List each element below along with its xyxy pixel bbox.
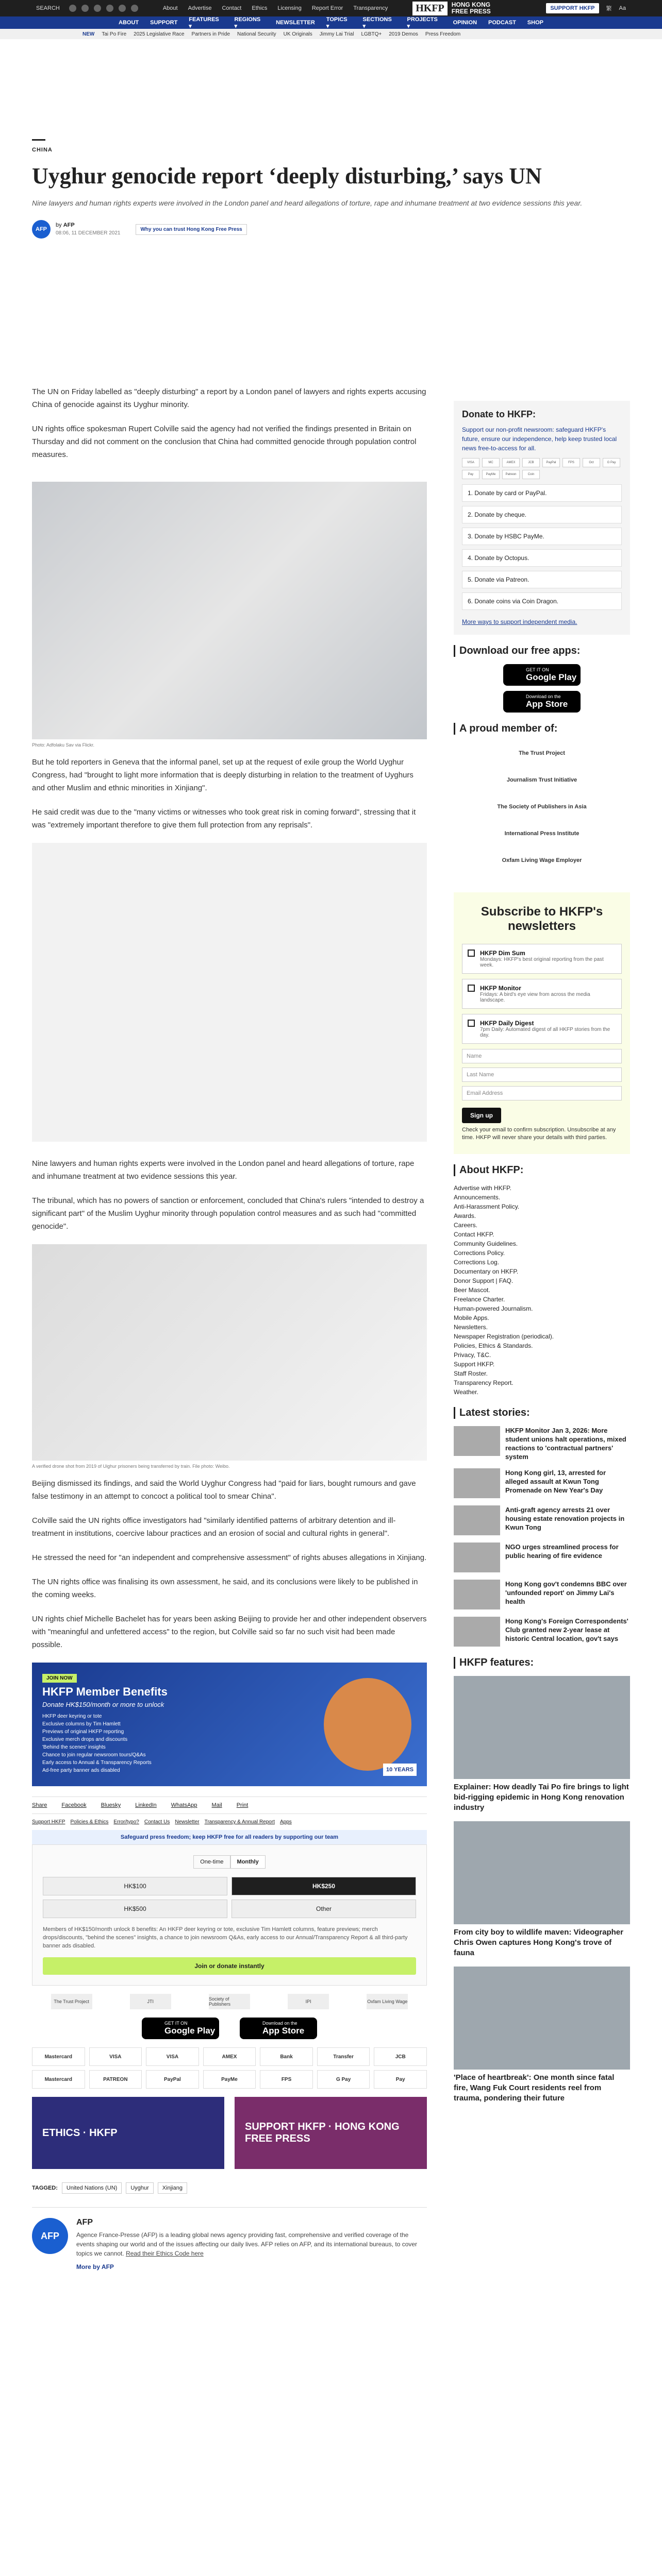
member-badges <box>32 1994 427 2009</box>
article-title: Uyghur genocide report ‘deeply disturbing,’ says UN <box>32 163 542 189</box>
amount-option[interactable]: HK$500 <box>43 1900 227 1918</box>
paragraph: Nine lawyers and human rights experts were involved in the London panel and heard allegations of torture, rape and inhumane treatment at two evidence sessions this year. <box>32 1159 415 1181</box>
payment-icon: Pay <box>462 470 479 479</box>
trending-link[interactable]: UK Originals <box>283 31 312 37</box>
author-name[interactable]: AFP <box>63 222 75 228</box>
payment-icon: PayPal <box>146 2070 199 2089</box>
benefit-item: Ad-free party banner ads disabled <box>42 1768 120 1773</box>
donate-option[interactable]: 4. Donate by Octopus. <box>462 549 622 567</box>
member-badge[interactable]: Society of Publishers <box>209 1994 250 2009</box>
top-link[interactable]: Report Error <box>311 5 343 11</box>
payment-icon: Oct <box>583 458 600 467</box>
about-link[interactable]: Policies, Ethics & Standards. <box>454 1342 533 1349</box>
article-photo-1 <box>32 482 427 739</box>
newsletter-option[interactable] <box>462 979 622 1009</box>
member-logo[interactable]: The Trust Project <box>519 750 565 756</box>
by-prefix: by <box>56 222 62 228</box>
checkbox-icon[interactable] <box>468 1020 475 1027</box>
amount-option[interactable]: HK$250 <box>231 1877 416 1895</box>
feature-title[interactable]: From city boy to wildlife maven: Videographer Chris Owen captures Hong Kong's trove of fauna <box>454 1928 623 1957</box>
payment-icon: Patreon <box>502 470 520 479</box>
newsletter-name: HKFP Monitor <box>480 985 521 992</box>
payment-icon: PayMe <box>482 470 500 479</box>
article-subtitle: Nine lawyers and human rights experts were involved in the London panel and heard allegations of torture, rape and inhumane treatment at two evidence sessions this year. <box>32 199 583 207</box>
member-badge[interactable]: The Trust Project <box>51 1994 92 2009</box>
member-badge[interactable]: IPI <box>288 1994 329 2009</box>
paragraph: The UN rights office was finalising its own assessment, he said, and its conclusions were likely to be published in the coming weeks. <box>32 1578 418 1599</box>
signup-button[interactable]: Sign up <box>462 1108 501 1123</box>
payment-icon: Bank <box>260 2047 313 2066</box>
latest-story[interactable] <box>454 1617 630 1647</box>
story-title[interactable]: HKFP Monitor Jan 3, 2026: More student unions halt operations, mixed reactions to 'contractual partners' system <box>505 1427 626 1461</box>
payment-methods <box>32 2047 427 2089</box>
new-label: NEW <box>82 31 95 37</box>
monthly-toggle[interactable]: Monthly <box>230 1855 266 1869</box>
nav-item[interactable]: PROJECTS ▾ <box>407 16 438 29</box>
one-time-toggle[interactable]: One-time <box>193 1855 230 1869</box>
ethics-ad[interactable]: ETHICS · HKFP <box>32 2097 224 2169</box>
article-header <box>32 139 630 239</box>
search-link[interactable]: SEARCH <box>36 5 60 11</box>
paragraph: He stressed the need for "an independent and comprehensive assessment" of rights abuses allegations in Xinjiang. <box>32 1553 427 1562</box>
payment-icon: Coin <box>522 470 540 479</box>
text-size-toggle[interactable]: Aa <box>619 5 626 11</box>
tag-link[interactable]: Xinjiang <box>158 2182 187 2194</box>
member-logo[interactable]: Oxfam Living Wage Employer <box>502 857 582 863</box>
app-store-button[interactable]: Download on the App Store <box>503 691 581 713</box>
trust-link[interactable]: Why you can trust Hong Kong Free Press <box>136 224 246 235</box>
member-badge[interactable]: JTI <box>130 1994 171 2009</box>
paragraph: He said credit was due to the "many victims or witnesses who took great risk in coming forward", stressing that it was "extremely important therefore to give them full protection from any reprisals". <box>32 808 416 829</box>
instagram-icon[interactable] <box>94 5 101 12</box>
story-title[interactable]: NGO urges streamlined process for public hearing of fire evidence <box>505 1543 619 1560</box>
newsletter-text <box>480 950 616 968</box>
newsletter-desc: Mondays: HKFP's best original reporting from the past week. <box>480 957 604 968</box>
main-nav <box>0 16 662 29</box>
latest-heading: Latest stories: <box>454 1407 630 1419</box>
promo-area <box>32 843 427 1142</box>
nav-item[interactable]: REGIONS ▾ <box>234 16 261 29</box>
payment-icon: AMEX <box>502 458 520 467</box>
about-link[interactable]: Anti-Harassment Policy. <box>454 1203 520 1210</box>
benefit-item: Previews of original HKFP reporting <box>42 1729 124 1735</box>
about-link[interactable]: Newspaper Registration (periodical). <box>454 1333 554 1340</box>
trending-link[interactable]: Press Freedom <box>425 31 461 37</box>
promo-subtitle: Donate HK$150/month or more to unlock <box>42 1701 164 1708</box>
payment-icon: VISA <box>89 2047 142 2066</box>
about-link[interactable]: Privacy, T&C. <box>454 1351 491 1359</box>
author-box <box>32 2207 427 2270</box>
chinese-language-link[interactable]: 繁 <box>606 6 612 12</box>
donate-option[interactable]: 5. Donate via Patreon. <box>462 571 622 588</box>
share-link[interactable]: Mail <box>211 1802 222 1808</box>
facebook-icon[interactable] <box>69 5 76 12</box>
name-field[interactable]: Name <box>462 1049 622 1063</box>
benefit-item: 'Behind the scenes' insights <box>42 1744 106 1750</box>
trending-link[interactable]: Jimmy Lai Trial <box>319 31 354 37</box>
logo-text-line1: HONG KONG <box>451 1 491 8</box>
about-heading: About HKFP: <box>454 1164 630 1176</box>
newsletter-title: Subscribe to HKFP's newsletters <box>481 905 603 933</box>
newsletter-panel <box>454 892 630 1154</box>
benefit-item: HKFP deer keyring or tote <box>42 1714 102 1719</box>
support-link[interactable]: Apps <box>279 1819 292 1825</box>
trending-link[interactable]: 2025 Legislative Race <box>134 31 185 37</box>
article-photo-2 <box>32 1244 427 1461</box>
ethics-code-link[interactable]: Read their Ethics Code here <box>126 2250 204 2257</box>
payment-icon: Mastercard <box>32 2070 85 2089</box>
top-links <box>163 5 388 11</box>
member-logo[interactable]: The Society of Publishers in Asia <box>497 804 587 810</box>
join-donate-button[interactable]: Join or donate instantly <box>43 1957 416 1975</box>
latest-story[interactable] <box>454 1426 630 1461</box>
payment-icon: G Pay <box>317 2070 370 2089</box>
payment-icon: FPS <box>260 2070 313 2089</box>
trending-link[interactable]: LGBTQ+ <box>361 31 382 37</box>
article-body <box>32 385 427 2270</box>
story-title[interactable]: Hong Kong's Foreign Correspondents' Club granted new 2-year lease at historic Central location, gov't says <box>505 1617 628 1642</box>
donate-text[interactable]: Support our non-profit newsroom: safeguard HKFP's future, ensure our independence, help keep trusted local news free-to-access for all. <box>462 426 617 452</box>
top-bar <box>0 0 662 16</box>
top-link[interactable]: About <box>162 5 178 11</box>
category-label[interactable]: CHINA <box>32 147 53 153</box>
benefit-item: Early access to Annual & Transparency Reports <box>42 1760 152 1766</box>
article-tags <box>32 2182 427 2194</box>
about-link[interactable]: Community Guidelines. <box>454 1240 518 1247</box>
app-store-button[interactable]: Download on the App Store <box>240 2018 317 2039</box>
newsletter-note: Check your email to confirm subscription. Unsubscribe at any time. HKFP will never share your details with third parties. <box>462 1127 616 1141</box>
payment-icon: Pay <box>374 2070 427 2089</box>
feature-image[interactable] <box>454 1967 630 2070</box>
newsletter-text <box>480 985 616 1003</box>
share-link[interactable]: Share <box>32 1802 47 1808</box>
publish-date: 08:06, 11 DECEMBER 2021 <box>56 230 121 236</box>
photo-caption: A verified drone shot from 2019 of Uighur prisoners being transferred by train. File photo: Weibo. <box>32 1464 230 1469</box>
share-link[interactable]: Bluesky <box>101 1802 121 1808</box>
feature-title[interactable]: 'Place of heartbreak': One month since fatal fire, Wang Fuk Court residents reel from trauma, pondering their future <box>454 2073 615 2103</box>
story-title[interactable]: Anti-graft agency arrests 21 over housing estate renovation projects in Kwun Tong <box>505 1506 625 1531</box>
benefit-item: Exclusive columns by Tim Hamlett <box>42 1721 121 1727</box>
about-link[interactable]: Donor Support | FAQ. <box>454 1277 514 1284</box>
about-link[interactable]: Support HKFP. <box>454 1361 495 1368</box>
author-box-name[interactable]: AFP <box>76 2218 93 2227</box>
nav-item[interactable]: FEATURES ▾ <box>189 16 219 29</box>
support-link[interactable]: Contact Us <box>144 1819 170 1825</box>
google-play-button[interactable]: GET IT ON Google Play <box>142 2018 219 2039</box>
payment-icon: JCB <box>522 458 540 467</box>
site-logo[interactable] <box>412 2 491 15</box>
amount-option[interactable]: HK$100 <box>43 1877 227 1895</box>
promo-title: HKFP Member Benefits <box>42 1685 168 1698</box>
deer-mascot-image <box>324 1678 411 1771</box>
latest-story[interactable] <box>454 1580 630 1609</box>
payment-icon: VISA <box>146 2047 199 2066</box>
story-thumbnail[interactable] <box>454 1617 500 1647</box>
payment-icon: PayMe <box>203 2070 256 2089</box>
paragraph: The tribunal, which has no powers of sanction or enforcement, concluded that China's rulers "intended to destroy a significant part" of the Muslim Uyghur minority through population control measures and as such had "committed genocide". <box>32 1196 424 1231</box>
newsletter-name: HKFP Dim Sum <box>480 950 525 957</box>
nav-item[interactable]: NEWSLETTER <box>276 20 315 26</box>
payment-icon: PATREON <box>89 2070 142 2089</box>
payment-icon: Mastercard <box>32 2047 85 2066</box>
payment-icon: FPS <box>562 458 580 467</box>
donate-option[interactable]: 6. Donate coins via Coin Dragon. <box>462 592 622 610</box>
newsletter-desc: 7pm Daily: Automated digest of all HKFP stories from the day. <box>480 1027 610 1038</box>
nav-item[interactable]: SECTIONS ▾ <box>362 16 392 29</box>
top-link[interactable]: Ethics <box>252 5 268 11</box>
top-link[interactable]: Contact <box>222 5 242 11</box>
support-link[interactable]: Support HKFP <box>32 1819 65 1825</box>
about-link[interactable]: Transparency Report. <box>454 1379 514 1386</box>
about-link[interactable]: Contact HKFP. <box>454 1231 494 1238</box>
top-link[interactable]: Transparency <box>353 5 388 11</box>
logo-text-line2: FREE PRESS <box>451 8 491 15</box>
trending-link[interactable]: National Security <box>237 31 276 37</box>
photo-caption: Photo: Adfolaku Sav via Flickr. <box>32 742 95 748</box>
apps-heading: Download our free apps: <box>454 645 630 657</box>
latest-story[interactable] <box>454 1543 630 1572</box>
trending-link[interactable]: Tai Po Fire <box>102 31 127 37</box>
tags-label: TAGGED: <box>32 2185 58 2191</box>
about-link[interactable]: Human-powered Journalism. <box>454 1305 533 1312</box>
about-link[interactable]: Mobile Apps. <box>454 1314 489 1321</box>
top-link[interactable]: Advertise <box>188 5 212 11</box>
payment-icon: PayPal <box>542 458 560 467</box>
share-bar <box>32 1797 427 1814</box>
support-links <box>32 1819 427 1825</box>
about-link[interactable]: Staff Roster. <box>454 1370 488 1377</box>
more-ways-link[interactable]: More ways to support independent media. <box>462 618 577 625</box>
newsletter-option[interactable] <box>462 944 622 974</box>
email-field[interactable]: Email Address <box>462 1086 622 1100</box>
nav-item[interactable]: SUPPORT <box>150 20 178 26</box>
paragraph: UN rights office spokesman Rupert Colville said the agency had not verified the findings presented in Britain on Thursday and did not comment on the conclusion that China had committed genocide through population control measures. <box>32 425 417 459</box>
join-now-badge: JOIN NOW <box>42 1674 77 1683</box>
checkbox-icon[interactable] <box>468 985 475 992</box>
trending-bar <box>0 29 662 39</box>
latest-story[interactable] <box>454 1468 630 1498</box>
story-thumbnail[interactable] <box>454 1426 500 1456</box>
newsletter-option[interactable] <box>462 1014 622 1044</box>
social-icons <box>69 5 138 12</box>
donate-panel <box>454 401 630 635</box>
donate-option[interactable]: 1. Donate by card or PayPal. <box>462 484 622 502</box>
payment-icon: AMEX <box>203 2047 256 2066</box>
story-thumbnail[interactable] <box>454 1468 500 1498</box>
benefit-item: Chance to join regular newsroom tours/Q&As <box>42 1752 146 1758</box>
checkbox-icon[interactable] <box>468 950 475 957</box>
paragraph: UN rights chief Michelle Bachelet has for years been asking Beijing to provide her and other independent observers with "meaningful and unfettered access" to the region, but Colville said so far no such visit had been made possible. <box>32 1615 427 1649</box>
last-name-field[interactable]: Last Name <box>462 1067 622 1082</box>
share-link[interactable]: WhatsApp <box>171 1802 197 1808</box>
ten-years-badge: 10 YEARS <box>383 1764 417 1776</box>
newsletter-name: HKFP Daily Digest <box>480 1020 534 1027</box>
bluesky-icon[interactable] <box>131 5 138 12</box>
payment-icon: Transfer <box>317 2047 370 2066</box>
benefit-item: Exclusive merch drops and discounts <box>42 1737 128 1742</box>
payment-icon: VISA <box>462 458 479 467</box>
paragraph: Colville said the UN rights office investigators had "similarly identified patterns of arbitrary detention and ill-treatment in institutions, coercive labour practices and an erosion of social and cultural rights in general". <box>32 1516 396 1538</box>
story-title[interactable]: Hong Kong girl, 13, arrested for alleged assault at Kwun Tong Promenade on New Year's Day <box>505 1469 606 1494</box>
nav-item[interactable]: SHOP <box>527 20 543 26</box>
support-link[interactable]: Policies & Ethics <box>70 1819 109 1825</box>
author-bio: Agence France-Presse (AFP) is a leading global news agency providing fast, comprehensive and verified coverage of the events shaping our world and of the issues affecting our daily lives. AFP relies on AFP, and its international bureaus, to cover topics we cannot. Read their Ethics Code here <box>76 2231 418 2257</box>
support-ad[interactable]: SUPPORT HKFP · HONG KONG FREE PRESS <box>235 2097 427 2169</box>
share-link[interactable]: Facebook <box>61 1802 87 1808</box>
amount-option[interactable]: Other <box>231 1900 416 1918</box>
latest-story[interactable] <box>454 1505 630 1535</box>
about-link[interactable]: Careers. <box>454 1222 478 1229</box>
newsletter-desc: Fridays: A bird's eye view from across the media landscape. <box>480 992 590 1003</box>
share-link[interactable]: Print <box>236 1802 249 1808</box>
donation-widget <box>32 1844 427 1986</box>
nav-item[interactable]: PODCAST <box>488 20 516 26</box>
nav-item[interactable]: TOPICS ▾ <box>326 16 347 29</box>
byline <box>32 220 630 239</box>
member-logo[interactable]: Journalism Trust Initiative <box>506 777 577 783</box>
paragraph: But he told reporters in Geneva that the informal panel, set up at the request of exile group the World Uyghur Congress, had "brought to light more information that is deeply disturbing in relation to the treatment of Uyghurs and other Muslim and ethnic minorities in Xinjiang". <box>32 758 413 792</box>
feature-image[interactable] <box>454 1676 630 1779</box>
tag-link[interactable]: Uyghur <box>126 2182 153 2194</box>
story-title[interactable]: Hong Kong gov't condemns BBC over 'unfounded report' on Jimmy Lai's health <box>505 1580 627 1605</box>
payment-icon: JCB <box>374 2047 427 2066</box>
about-link[interactable]: Documentary on HKFP. <box>454 1268 519 1275</box>
nav-item[interactable]: ABOUT <box>119 20 139 26</box>
about-link[interactable]: Corrections Policy. <box>454 1249 505 1257</box>
paragraph: The UN on Friday labelled as "deeply disturbing" a report by a London panel of lawyers and rights experts accusing China of genocide against its Uyghur minority. <box>32 387 426 409</box>
member-benefits-banner[interactable] <box>32 1663 427 1786</box>
tag-link[interactable]: United Nations (UN) <box>62 2182 122 2194</box>
linkedin-icon[interactable] <box>119 5 126 12</box>
member-logo[interactable]: International Press Institute <box>504 831 580 837</box>
membership-description: Members of HK$150/month unlock 8 benefits: An HKFP deer keyring or tote, exclusive Tim Hamlett columns, feature previews; merch drops/discounts, "behind the scenes" insights, a chance to join newsroom Q&As, early access to our Annual/Transparency Report & all third-party banner ads disabled. <box>43 1926 408 1949</box>
safeguard-banner: Safeguard press freedom; keep HKFP free for all readers by supporting our team <box>32 1830 427 1844</box>
google-play-button[interactable]: GET IT ON Google Play <box>503 664 581 686</box>
about-link[interactable]: Corrections Log. <box>454 1259 500 1266</box>
logo-box: HKFP <box>412 2 448 15</box>
author-avatar[interactable]: AFP <box>32 220 51 239</box>
youtube-icon[interactable] <box>106 5 113 12</box>
payment-icon: MC <box>482 458 500 467</box>
feature-title[interactable]: Explainer: How deadly Tai Po fire brings to light bid-rigging epidemic in Hong Kong renovation industry <box>454 1783 629 1812</box>
support-hkfp-button[interactable]: SUPPORT HKFP <box>546 3 599 13</box>
newsletter-text <box>480 1020 616 1038</box>
about-link[interactable]: Awards. <box>454 1212 476 1219</box>
support-link[interactable]: Error/typo? <box>113 1819 139 1825</box>
author-avatar-large[interactable]: AFP <box>32 2218 68 2254</box>
about-link[interactable]: Advertise with HKFP. <box>454 1184 511 1192</box>
twitter-icon[interactable] <box>81 5 89 12</box>
story-thumbnail[interactable] <box>454 1505 500 1535</box>
nav-item[interactable]: OPINION <box>453 20 477 26</box>
about-link[interactable]: Freelance Charter. <box>454 1296 505 1303</box>
trending-link[interactable]: 2019 Demos <box>389 31 418 37</box>
top-link[interactable]: Licensing <box>277 5 302 11</box>
paragraph: Beijing dismissed its findings, and said the World Uyghur Congress had "paid for liars, bought rumours and gave false testimony in an attempt to concoct a political tool to smear China". <box>32 1479 416 1501</box>
story-thumbnail[interactable] <box>454 1543 500 1572</box>
about-link[interactable]: Announcements. <box>454 1194 501 1201</box>
story-thumbnail[interactable] <box>454 1580 500 1609</box>
sidebar <box>454 401 630 2112</box>
donate-option[interactable]: 2. Donate by cheque. <box>462 506 622 523</box>
trending-link[interactable]: Partners in Pride <box>191 31 230 37</box>
donate-title: Donate to HKFP: <box>462 409 536 419</box>
features-heading: HKFP features: <box>454 1657 630 1669</box>
member-heading: A proud member of: <box>454 723 630 735</box>
support-link[interactable]: Transparency & Annual Report <box>204 1819 275 1825</box>
feature-image[interactable] <box>454 1821 630 1924</box>
payment-icon: G Pay <box>603 458 620 467</box>
about-link[interactable]: Weather. <box>454 1388 478 1396</box>
about-link[interactable]: Beer Mascot. <box>454 1286 490 1294</box>
donate-option[interactable]: 3. Donate by HSBC PayMe. <box>462 528 622 545</box>
share-link[interactable]: LinkedIn <box>135 1802 157 1808</box>
more-by-author-link[interactable]: More by AFP <box>76 2263 114 2270</box>
about-link[interactable]: Newsletters. <box>454 1324 488 1331</box>
support-link[interactable]: Newsletter <box>175 1819 200 1825</box>
member-badge[interactable]: Oxfam Living Wage <box>367 1994 408 2009</box>
